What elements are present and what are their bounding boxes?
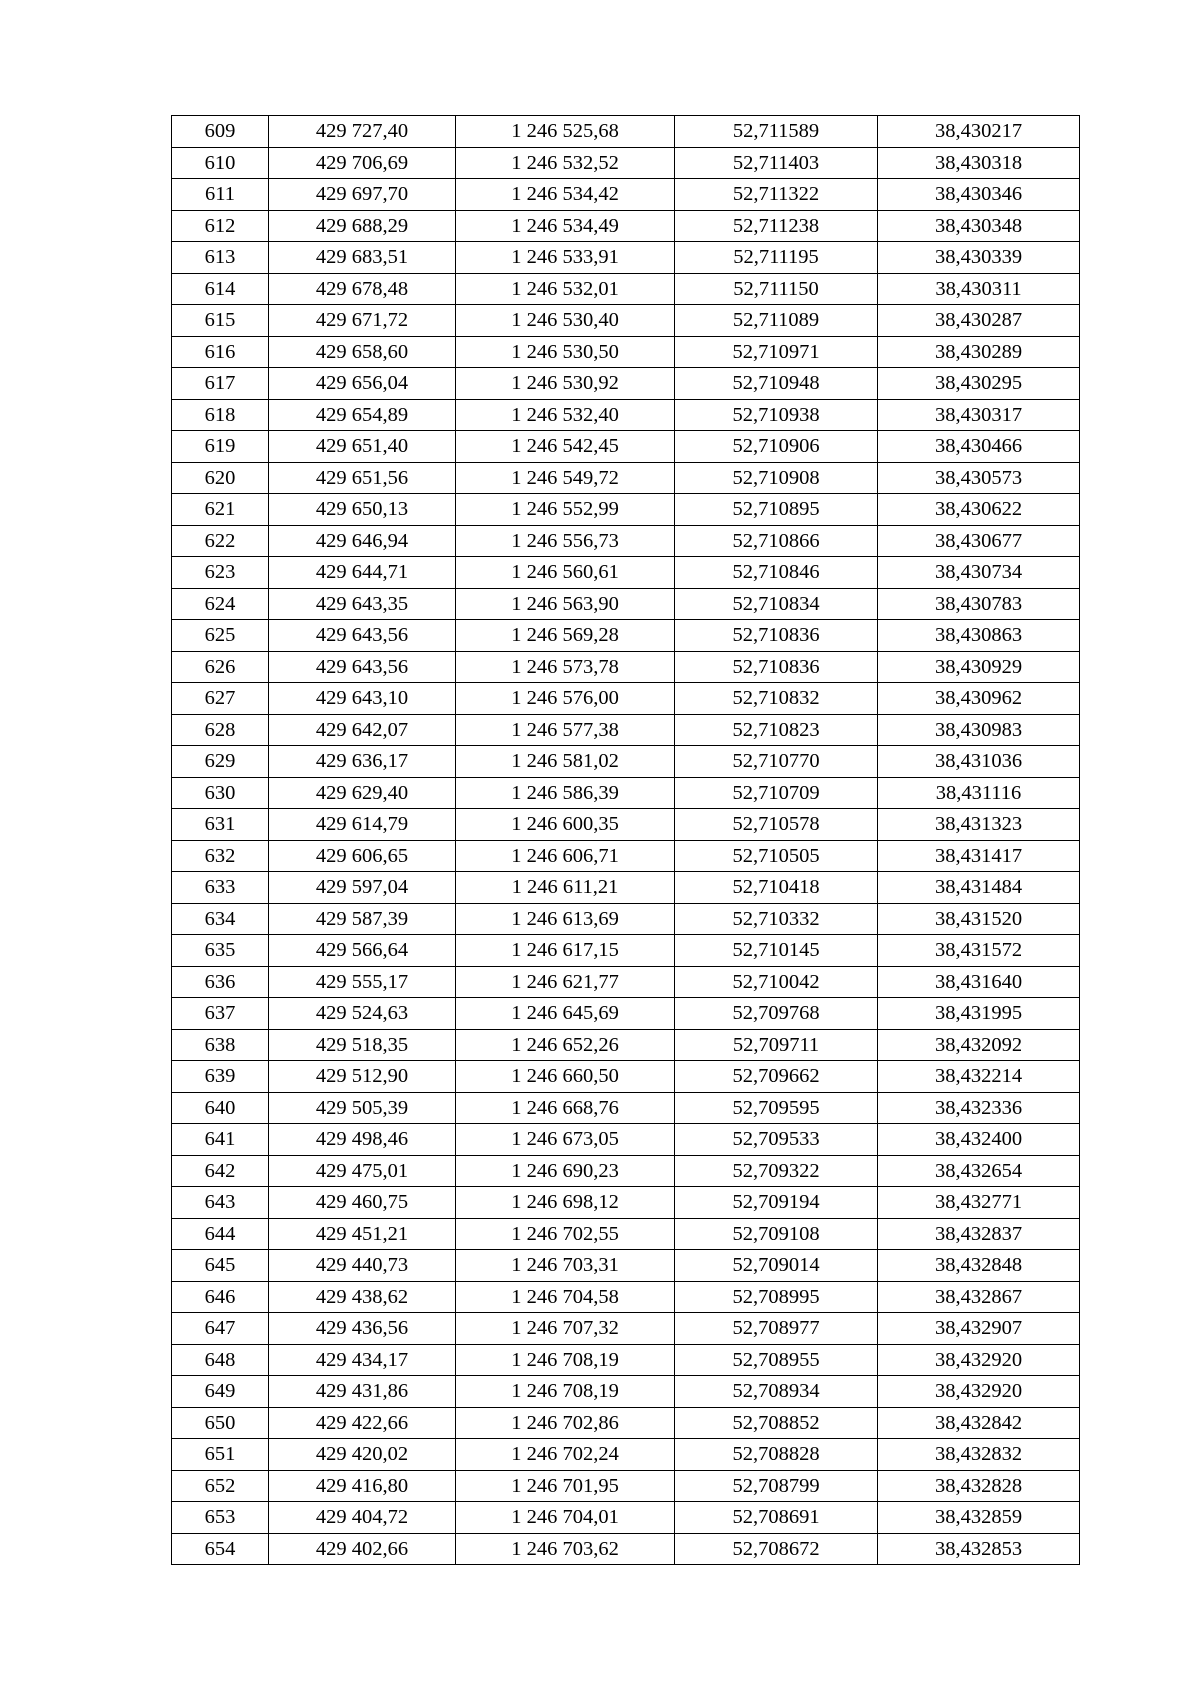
latitude-cell: 52,709595 [675, 1092, 878, 1124]
x-coordinate-cell: 429 420,02 [269, 1439, 456, 1471]
point-number-cell: 639 [172, 1061, 269, 1093]
longitude-cell: 38,430348 [878, 210, 1080, 242]
x-coordinate-cell: 429 643,35 [269, 588, 456, 620]
x-coordinate-cell: 429 650,13 [269, 494, 456, 526]
table-row [172, 336, 1080, 368]
longitude-cell: 38,432920 [878, 1344, 1080, 1376]
latitude-cell: 52,708852 [675, 1407, 878, 1439]
y-coordinate-cell: 1 246 560,61 [456, 557, 675, 589]
latitude-cell: 52,710938 [675, 399, 878, 431]
latitude-cell: 52,710145 [675, 935, 878, 967]
longitude-cell: 38,430962 [878, 683, 1080, 715]
table-row [172, 714, 1080, 746]
latitude-cell: 52,711238 [675, 210, 878, 242]
point-number-cell: 631 [172, 809, 269, 841]
point-number-cell: 648 [172, 1344, 269, 1376]
longitude-cell: 38,430287 [878, 305, 1080, 337]
y-coordinate-cell: 1 246 703,31 [456, 1250, 675, 1282]
point-number-cell: 640 [172, 1092, 269, 1124]
point-number-cell: 643 [172, 1187, 269, 1219]
point-number-cell: 609 [172, 116, 269, 148]
table-row [172, 1502, 1080, 1534]
longitude-cell: 38,430295 [878, 368, 1080, 400]
x-coordinate-cell: 429 697,70 [269, 179, 456, 211]
table-row [172, 872, 1080, 904]
table-row [172, 1155, 1080, 1187]
table-row [172, 147, 1080, 179]
latitude-cell: 52,710834 [675, 588, 878, 620]
x-coordinate-cell: 429 404,72 [269, 1502, 456, 1534]
table-row [172, 494, 1080, 526]
y-coordinate-cell: 1 246 556,73 [456, 525, 675, 557]
latitude-cell: 52,709322 [675, 1155, 878, 1187]
x-coordinate-cell: 429 678,48 [269, 273, 456, 305]
longitude-cell: 38,432214 [878, 1061, 1080, 1093]
longitude-cell: 38,430573 [878, 462, 1080, 494]
y-coordinate-cell: 1 246 532,40 [456, 399, 675, 431]
point-number-cell: 649 [172, 1376, 269, 1408]
point-number-cell: 633 [172, 872, 269, 904]
y-coordinate-cell: 1 246 645,69 [456, 998, 675, 1030]
latitude-cell: 52,710832 [675, 683, 878, 715]
point-number-cell: 634 [172, 903, 269, 935]
y-coordinate-cell: 1 246 532,52 [456, 147, 675, 179]
longitude-cell: 38,432092 [878, 1029, 1080, 1061]
longitude-cell: 38,432867 [878, 1281, 1080, 1313]
y-coordinate-cell: 1 246 617,15 [456, 935, 675, 967]
longitude-cell: 38,432853 [878, 1533, 1080, 1565]
latitude-cell: 52,708934 [675, 1376, 878, 1408]
x-coordinate-cell: 429 597,04 [269, 872, 456, 904]
latitude-cell: 52,709768 [675, 998, 878, 1030]
y-coordinate-cell: 1 246 573,78 [456, 651, 675, 683]
longitude-cell: 38,432848 [878, 1250, 1080, 1282]
latitude-cell: 52,709533 [675, 1124, 878, 1156]
x-coordinate-cell: 429 651,56 [269, 462, 456, 494]
latitude-cell: 52,710709 [675, 777, 878, 809]
y-coordinate-cell: 1 246 702,55 [456, 1218, 675, 1250]
latitude-cell: 52,710042 [675, 966, 878, 998]
table-row [172, 966, 1080, 998]
y-coordinate-cell: 1 246 581,02 [456, 746, 675, 778]
longitude-cell: 38,430983 [878, 714, 1080, 746]
latitude-cell: 52,710971 [675, 336, 878, 368]
longitude-cell: 38,432859 [878, 1502, 1080, 1534]
longitude-cell: 38,430863 [878, 620, 1080, 652]
latitude-cell: 52,711150 [675, 273, 878, 305]
point-number-cell: 611 [172, 179, 269, 211]
table-row [172, 399, 1080, 431]
longitude-cell: 38,430317 [878, 399, 1080, 431]
x-coordinate-cell: 429 460,75 [269, 1187, 456, 1219]
latitude-cell: 52,709108 [675, 1218, 878, 1250]
table-row [172, 116, 1080, 148]
x-coordinate-cell: 429 671,72 [269, 305, 456, 337]
table-row [172, 1281, 1080, 1313]
point-number-cell: 632 [172, 840, 269, 872]
point-number-cell: 612 [172, 210, 269, 242]
latitude-cell: 52,710770 [675, 746, 878, 778]
x-coordinate-cell: 429 431,86 [269, 1376, 456, 1408]
table-row [172, 1061, 1080, 1093]
point-number-cell: 630 [172, 777, 269, 809]
y-coordinate-cell: 1 246 530,40 [456, 305, 675, 337]
longitude-cell: 38,432654 [878, 1155, 1080, 1187]
longitude-cell: 38,432907 [878, 1313, 1080, 1345]
point-number-cell: 652 [172, 1470, 269, 1502]
y-coordinate-cell: 1 246 577,38 [456, 714, 675, 746]
latitude-cell: 52,710836 [675, 620, 878, 652]
y-coordinate-cell: 1 246 549,72 [456, 462, 675, 494]
y-coordinate-cell: 1 246 708,19 [456, 1376, 675, 1408]
longitude-cell: 38,432842 [878, 1407, 1080, 1439]
table-row [172, 431, 1080, 463]
x-coordinate-cell: 429 706,69 [269, 147, 456, 179]
point-number-cell: 627 [172, 683, 269, 715]
longitude-cell: 38,431995 [878, 998, 1080, 1030]
longitude-cell: 38,431572 [878, 935, 1080, 967]
latitude-cell: 52,709194 [675, 1187, 878, 1219]
latitude-cell: 52,710578 [675, 809, 878, 841]
table-row [172, 1124, 1080, 1156]
table-row [172, 1313, 1080, 1345]
latitude-cell: 52,709014 [675, 1250, 878, 1282]
latitude-cell: 52,708691 [675, 1502, 878, 1534]
longitude-cell: 38,430734 [878, 557, 1080, 589]
y-coordinate-cell: 1 246 542,45 [456, 431, 675, 463]
x-coordinate-cell: 429 436,56 [269, 1313, 456, 1345]
point-number-cell: 641 [172, 1124, 269, 1156]
longitude-cell: 38,431116 [878, 777, 1080, 809]
y-coordinate-cell: 1 246 702,86 [456, 1407, 675, 1439]
latitude-cell: 52,709711 [675, 1029, 878, 1061]
table-row [172, 1344, 1080, 1376]
point-number-cell: 638 [172, 1029, 269, 1061]
table-row [172, 935, 1080, 967]
table-row [172, 809, 1080, 841]
latitude-cell: 52,710846 [675, 557, 878, 589]
y-coordinate-cell: 1 246 569,28 [456, 620, 675, 652]
y-coordinate-cell: 1 246 530,50 [456, 336, 675, 368]
x-coordinate-cell: 429 416,80 [269, 1470, 456, 1502]
latitude-cell: 52,711195 [675, 242, 878, 274]
table-row [172, 273, 1080, 305]
latitude-cell: 52,710418 [675, 872, 878, 904]
x-coordinate-cell: 429 475,01 [269, 1155, 456, 1187]
table-row [172, 525, 1080, 557]
longitude-cell: 38,432400 [878, 1124, 1080, 1156]
x-coordinate-cell: 429 683,51 [269, 242, 456, 274]
longitude-cell: 38,432837 [878, 1218, 1080, 1250]
x-coordinate-cell: 429 656,04 [269, 368, 456, 400]
table-row [172, 998, 1080, 1030]
longitude-cell: 38,430677 [878, 525, 1080, 557]
longitude-cell: 38,432920 [878, 1376, 1080, 1408]
point-number-cell: 624 [172, 588, 269, 620]
y-coordinate-cell: 1 246 704,58 [456, 1281, 675, 1313]
y-coordinate-cell: 1 246 552,99 [456, 494, 675, 526]
y-coordinate-cell: 1 246 707,32 [456, 1313, 675, 1345]
y-coordinate-cell: 1 246 690,23 [456, 1155, 675, 1187]
table-row [172, 840, 1080, 872]
y-coordinate-cell: 1 246 703,62 [456, 1533, 675, 1565]
point-number-cell: 618 [172, 399, 269, 431]
longitude-cell: 38,430466 [878, 431, 1080, 463]
y-coordinate-cell: 1 246 534,42 [456, 179, 675, 211]
latitude-cell: 52,710823 [675, 714, 878, 746]
latitude-cell: 52,711322 [675, 179, 878, 211]
y-coordinate-cell: 1 246 600,35 [456, 809, 675, 841]
x-coordinate-cell: 429 512,90 [269, 1061, 456, 1093]
y-coordinate-cell: 1 246 660,50 [456, 1061, 675, 1093]
x-coordinate-cell: 429 606,65 [269, 840, 456, 872]
latitude-cell: 52,711589 [675, 116, 878, 148]
x-coordinate-cell: 429 614,79 [269, 809, 456, 841]
x-coordinate-cell: 429 566,64 [269, 935, 456, 967]
longitude-cell: 38,432828 [878, 1470, 1080, 1502]
x-coordinate-cell: 429 651,40 [269, 431, 456, 463]
point-number-cell: 623 [172, 557, 269, 589]
longitude-cell: 38,430289 [878, 336, 1080, 368]
x-coordinate-cell: 429 587,39 [269, 903, 456, 935]
table-row [172, 588, 1080, 620]
latitude-cell: 52,711403 [675, 147, 878, 179]
x-coordinate-cell: 429 524,63 [269, 998, 456, 1030]
x-coordinate-cell: 429 643,56 [269, 651, 456, 683]
table-row [172, 210, 1080, 242]
latitude-cell: 52,710866 [675, 525, 878, 557]
latitude-cell: 52,710908 [675, 462, 878, 494]
longitude-cell: 38,430318 [878, 147, 1080, 179]
longitude-cell: 38,430339 [878, 242, 1080, 274]
latitude-cell: 52,708977 [675, 1313, 878, 1345]
x-coordinate-cell: 429 658,60 [269, 336, 456, 368]
point-number-cell: 653 [172, 1502, 269, 1534]
point-number-cell: 635 [172, 935, 269, 967]
point-number-cell: 628 [172, 714, 269, 746]
x-coordinate-cell: 429 654,89 [269, 399, 456, 431]
table-row [172, 179, 1080, 211]
point-number-cell: 647 [172, 1313, 269, 1345]
table-row [172, 777, 1080, 809]
latitude-cell: 52,710906 [675, 431, 878, 463]
y-coordinate-cell: 1 246 704,01 [456, 1502, 675, 1534]
y-coordinate-cell: 1 246 576,00 [456, 683, 675, 715]
x-coordinate-cell: 429 555,17 [269, 966, 456, 998]
longitude-cell: 38,431640 [878, 966, 1080, 998]
point-number-cell: 626 [172, 651, 269, 683]
point-number-cell: 615 [172, 305, 269, 337]
y-coordinate-cell: 1 246 525,68 [456, 116, 675, 148]
latitude-cell: 52,711089 [675, 305, 878, 337]
x-coordinate-cell: 429 643,56 [269, 620, 456, 652]
y-coordinate-cell: 1 246 533,91 [456, 242, 675, 274]
longitude-cell: 38,430929 [878, 651, 1080, 683]
longitude-cell: 38,432336 [878, 1092, 1080, 1124]
x-coordinate-cell: 429 440,73 [269, 1250, 456, 1282]
point-number-cell: 616 [172, 336, 269, 368]
y-coordinate-cell: 1 246 652,26 [456, 1029, 675, 1061]
latitude-cell: 52,710836 [675, 651, 878, 683]
y-coordinate-cell: 1 246 530,92 [456, 368, 675, 400]
point-number-cell: 625 [172, 620, 269, 652]
x-coordinate-cell: 429 629,40 [269, 777, 456, 809]
longitude-cell: 38,431036 [878, 746, 1080, 778]
x-coordinate-cell: 429 518,35 [269, 1029, 456, 1061]
point-number-cell: 650 [172, 1407, 269, 1439]
x-coordinate-cell: 429 643,10 [269, 683, 456, 715]
longitude-cell: 38,430346 [878, 179, 1080, 211]
point-number-cell: 620 [172, 462, 269, 494]
y-coordinate-cell: 1 246 563,90 [456, 588, 675, 620]
x-coordinate-cell: 429 727,40 [269, 116, 456, 148]
point-number-cell: 613 [172, 242, 269, 274]
table-row [172, 242, 1080, 274]
table-row [172, 903, 1080, 935]
latitude-cell: 52,708955 [675, 1344, 878, 1376]
point-number-cell: 614 [172, 273, 269, 305]
x-coordinate-cell: 429 505,39 [269, 1092, 456, 1124]
table-row [172, 620, 1080, 652]
longitude-cell: 38,431520 [878, 903, 1080, 935]
y-coordinate-cell: 1 246 534,49 [456, 210, 675, 242]
x-coordinate-cell: 429 498,46 [269, 1124, 456, 1156]
x-coordinate-cell: 429 642,07 [269, 714, 456, 746]
coordinates-table-body [172, 116, 1080, 1565]
table-row [172, 1407, 1080, 1439]
longitude-cell: 38,431323 [878, 809, 1080, 841]
table-row [172, 1218, 1080, 1250]
point-number-cell: 645 [172, 1250, 269, 1282]
longitude-cell: 38,430311 [878, 273, 1080, 305]
x-coordinate-cell: 429 402,66 [269, 1533, 456, 1565]
point-number-cell: 637 [172, 998, 269, 1030]
point-number-cell: 642 [172, 1155, 269, 1187]
y-coordinate-cell: 1 246 532,01 [456, 273, 675, 305]
y-coordinate-cell: 1 246 613,69 [456, 903, 675, 935]
table-row [172, 1439, 1080, 1471]
table-row [172, 1533, 1080, 1565]
x-coordinate-cell: 429 688,29 [269, 210, 456, 242]
table-row [172, 746, 1080, 778]
point-number-cell: 621 [172, 494, 269, 526]
x-coordinate-cell: 429 434,17 [269, 1344, 456, 1376]
longitude-cell: 38,432771 [878, 1187, 1080, 1219]
point-number-cell: 617 [172, 368, 269, 400]
latitude-cell: 52,710332 [675, 903, 878, 935]
latitude-cell: 52,708799 [675, 1470, 878, 1502]
latitude-cell: 52,708995 [675, 1281, 878, 1313]
y-coordinate-cell: 1 246 701,95 [456, 1470, 675, 1502]
longitude-cell: 38,430622 [878, 494, 1080, 526]
y-coordinate-cell: 1 246 611,21 [456, 872, 675, 904]
point-number-cell: 629 [172, 746, 269, 778]
table-row [172, 1376, 1080, 1408]
table-row [172, 651, 1080, 683]
y-coordinate-cell: 1 246 702,24 [456, 1439, 675, 1471]
point-number-cell: 610 [172, 147, 269, 179]
latitude-cell: 52,710948 [675, 368, 878, 400]
y-coordinate-cell: 1 246 708,19 [456, 1344, 675, 1376]
x-coordinate-cell: 429 438,62 [269, 1281, 456, 1313]
x-coordinate-cell: 429 644,71 [269, 557, 456, 589]
point-number-cell: 646 [172, 1281, 269, 1313]
table-row [172, 683, 1080, 715]
point-number-cell: 644 [172, 1218, 269, 1250]
x-coordinate-cell: 429 422,66 [269, 1407, 456, 1439]
y-coordinate-cell: 1 246 673,05 [456, 1124, 675, 1156]
table-row [172, 1187, 1080, 1219]
table-row [172, 462, 1080, 494]
point-number-cell: 636 [172, 966, 269, 998]
latitude-cell: 52,710505 [675, 840, 878, 872]
x-coordinate-cell: 429 636,17 [269, 746, 456, 778]
y-coordinate-cell: 1 246 698,12 [456, 1187, 675, 1219]
y-coordinate-cell: 1 246 668,76 [456, 1092, 675, 1124]
longitude-cell: 38,432832 [878, 1439, 1080, 1471]
point-number-cell: 619 [172, 431, 269, 463]
longitude-cell: 38,430217 [878, 116, 1080, 148]
table-row [172, 1470, 1080, 1502]
table-row [172, 1092, 1080, 1124]
point-number-cell: 622 [172, 525, 269, 557]
y-coordinate-cell: 1 246 621,77 [456, 966, 675, 998]
latitude-cell: 52,709662 [675, 1061, 878, 1093]
table-row [172, 368, 1080, 400]
latitude-cell: 52,710895 [675, 494, 878, 526]
point-number-cell: 654 [172, 1533, 269, 1565]
longitude-cell: 38,430783 [878, 588, 1080, 620]
longitude-cell: 38,431484 [878, 872, 1080, 904]
latitude-cell: 52,708828 [675, 1439, 878, 1471]
y-coordinate-cell: 1 246 606,71 [456, 840, 675, 872]
table-row [172, 1250, 1080, 1282]
point-number-cell: 651 [172, 1439, 269, 1471]
y-coordinate-cell: 1 246 586,39 [456, 777, 675, 809]
table-row [172, 557, 1080, 589]
longitude-cell: 38,431417 [878, 840, 1080, 872]
x-coordinate-cell: 429 451,21 [269, 1218, 456, 1250]
table-row [172, 1029, 1080, 1061]
x-coordinate-cell: 429 646,94 [269, 525, 456, 557]
latitude-cell: 52,708672 [675, 1533, 878, 1565]
table-row [172, 305, 1080, 337]
coordinates-table [171, 115, 1080, 1565]
